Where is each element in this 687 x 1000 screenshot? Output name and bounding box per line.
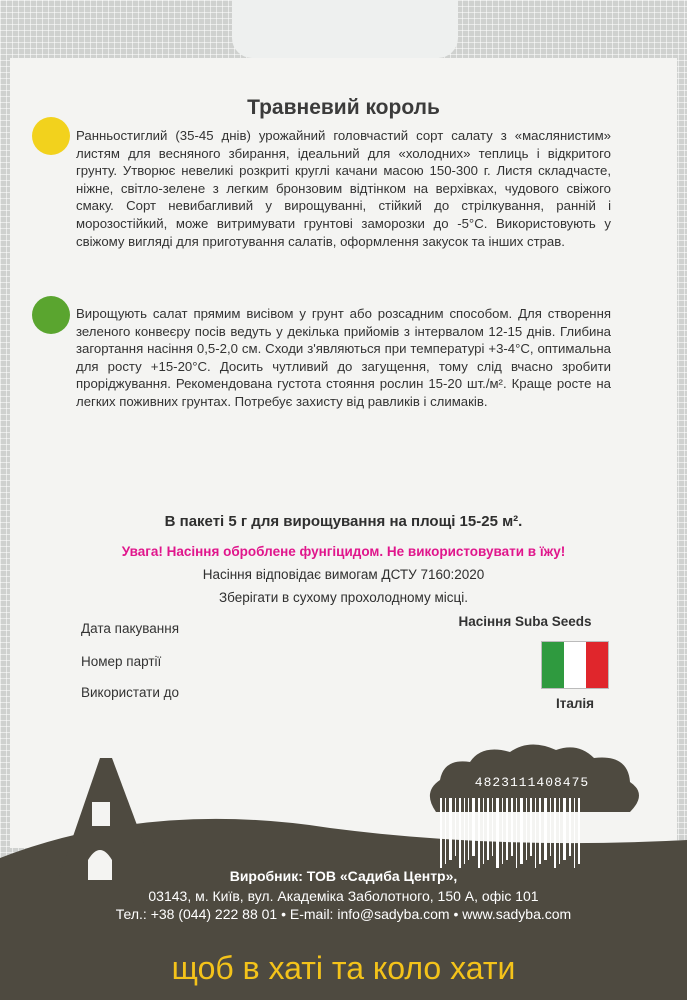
barcode-bar [539, 798, 541, 864]
barcode-bar [449, 798, 452, 860]
manufacturer-address: 03143, м. Київ, вул. Академіка Заболотного, 150 А, офіс 101 [148, 888, 539, 904]
barcode-bar [492, 798, 493, 856]
barcode-bar [535, 798, 536, 868]
flag-stripe-white [564, 642, 586, 688]
barcode-bar [511, 798, 513, 856]
package-info: В пакеті 5 г для вирощування на площі 15-25 м². [164, 513, 523, 530]
hang-tab [232, 0, 458, 58]
storage-note: Зберігати в сухому прохолодному місці. [218, 590, 469, 605]
barcode-bar [502, 798, 503, 864]
manufacturer-name: Виробник: ТОВ «Садиба Центр», [229, 868, 458, 884]
barcode-bar [455, 798, 456, 856]
barcode-number: 4823111408475 [474, 775, 590, 790]
pack-date-label: Дата пакування [81, 621, 180, 636]
barcode-bar [496, 798, 499, 868]
variety-title: Травневий король [247, 96, 440, 119]
variety-description: Ранньостиглий (35-45 днів) урожайний головчастий сорт салату з «маслянистим» листям для весняного збирання, ідеальний для «холодних» теплиць і відкритого грунту. Утворює невеликі розкриті круглі качани масою 150-300 г. Листя складчасте, ніжне, світло-зелене з легким бронзовим відтінком на верхівках, чудового свіжого смаку. Сорт невибагливий у вирощуванні, стійкий до стрілкування, ранній і морозостійкий, може витримувати грунтові заморозки до -5°С. Використовують у свіжому вигляді для приготування салатів, оформлення закусок та інших страв. [76, 128, 611, 249]
barcode-bar [468, 798, 469, 860]
barcode-bar [578, 798, 580, 864]
barcode-bar [563, 798, 566, 860]
barcode-bar [516, 798, 517, 868]
barcode-bar [574, 798, 575, 868]
barcode-bar [554, 798, 556, 868]
italy-flag-icon [541, 641, 609, 689]
country-of-origin: Італія [555, 696, 595, 711]
brand-slogan: щоб в хаті та коло хати [171, 950, 516, 986]
fungicide-warning: Увага! Насіння оброблене фунгіцидом. Не використовувати в їжу! [121, 544, 566, 559]
barcode-cloud [418, 740, 648, 870]
green-dot-icon [32, 296, 70, 334]
manufacturer-contacts: Тел.: +38 (044) 222 88 01 • E-mail: info@sadyba.com • www.sadyba.com [115, 906, 572, 922]
barcode-bar [440, 798, 442, 868]
barcode-bar [544, 798, 547, 860]
batch-number-label: Номер партії [81, 654, 162, 669]
barcode-bar [506, 798, 508, 860]
barcode-bar [459, 798, 461, 868]
barcode-bar [550, 798, 551, 856]
yellow-dot-icon [32, 117, 70, 155]
barcode-bar [483, 798, 484, 864]
flag-stripe-red [586, 642, 608, 688]
standard-compliance: Насіння відповідає вимогам ДСТУ 7160:2020 [202, 567, 485, 582]
flag-stripe-green [542, 642, 564, 688]
barcode-bar [526, 798, 527, 860]
barcode-bar [487, 798, 489, 860]
barcode-bar [530, 798, 532, 856]
seed-brand: Насіння Suba Seeds [458, 614, 592, 629]
barcode-bar [472, 798, 475, 856]
barcode-bar [569, 798, 571, 856]
growing-instructions: Вирощують салат прямим висівом у грунт або розсадним способом. Для створення зеленого конвеєру посів ведуть у декілька прийомів з інтервалом 12-15 днів. Глибина загортання насіння 0,5-2,0 см. Сходи з'являються при температурі +3-4°С, оптимальна для росту +15-20°С. Досить чутливий до загущення, тому слід вчасно зробити проріджування. Рекомендована густота стояння рослин 15-20 шт./м². Краще росте на легких поживних грунтах. Потребує захисту від равликів і слимаків. [76, 306, 611, 409]
manufacturer-info [0, 860, 687, 940]
barcode-bar [478, 798, 480, 868]
barcode-bar [464, 798, 465, 864]
use-by-label: Використати до [81, 685, 180, 700]
barcode-bar [559, 798, 560, 864]
barcode-bar [445, 798, 446, 864]
barcode-bar [520, 798, 523, 864]
